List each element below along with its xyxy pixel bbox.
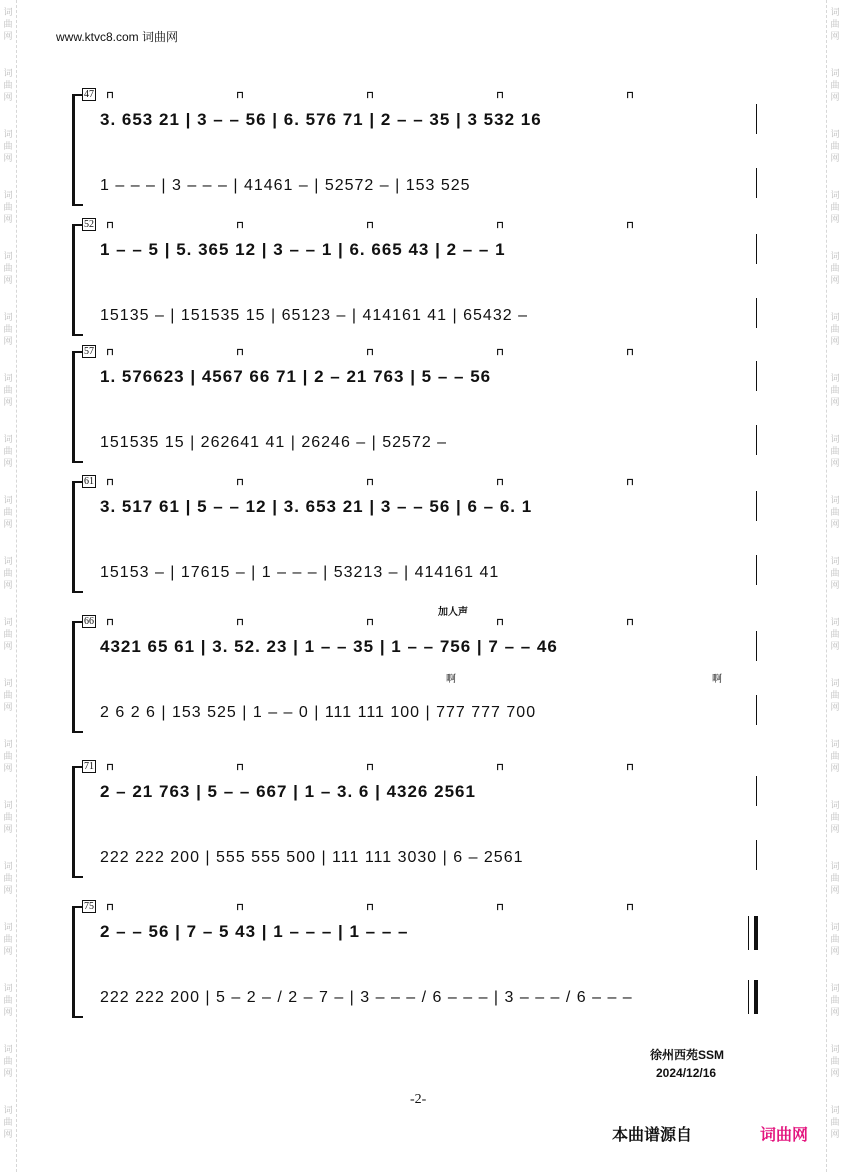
watermark-char: 词 <box>3 801 13 811</box>
watermark-char: 词 <box>830 862 840 872</box>
watermark-char: 网 <box>3 459 13 469</box>
watermark-char: 曲 <box>3 630 13 640</box>
bow-mark: ⊓ <box>626 220 634 231</box>
lower-notation: 222 222 200 | 555 555 500 | 111 111 3030 | 6 – 2561 <box>100 849 524 866</box>
measure-number: 71 <box>84 761 94 772</box>
watermark-char: 词 <box>3 862 13 872</box>
bow-mark: ⊓ <box>106 617 114 628</box>
barline <box>756 631 757 661</box>
watermark-char: 曲 <box>3 142 13 152</box>
watermark-char: 网 <box>830 337 840 347</box>
measure-number: 61 <box>84 476 94 487</box>
watermark-char: 曲 <box>830 1118 840 1128</box>
ah-label-1: 啊 <box>446 674 456 685</box>
vocal-label: 加人声 <box>438 607 468 618</box>
bow-mark: ⊓ <box>496 90 504 101</box>
barline <box>756 298 757 328</box>
watermark-char: 曲 <box>830 20 840 30</box>
watermark-char: 曲 <box>3 386 13 396</box>
bow-mark: ⊓ <box>626 617 634 628</box>
bow-mark: ⊓ <box>496 477 504 488</box>
watermark-char: 词 <box>3 435 13 445</box>
watermark-char: 曲 <box>3 996 13 1006</box>
watermark-char: 词 <box>3 69 13 79</box>
bow-mark: ⊓ <box>236 90 244 101</box>
bow-mark: ⊓ <box>496 617 504 628</box>
watermark-char: 曲 <box>3 569 13 579</box>
barline <box>756 491 757 521</box>
bow-mark: ⊓ <box>106 762 114 773</box>
system-brace <box>72 621 83 733</box>
lower-notation: 1 – – – | 3 – – – | 41461 – | 52572 – | 153 525 <box>100 177 471 194</box>
watermark-char: 词 <box>3 1045 13 1055</box>
watermark-char: 词 <box>830 923 840 933</box>
watermark-char: 词 <box>3 618 13 628</box>
lower-part <box>96 975 762 1013</box>
upper-notation: 3. 653 21 | 3 – – 56 | 6. 576 71 | 2 – – 35 | 3 532 16 <box>100 110 542 129</box>
lower-part <box>96 293 762 331</box>
watermark-char: 曲 <box>830 142 840 152</box>
watermark-char: 网 <box>830 154 840 164</box>
watermark-char: 网 <box>3 764 13 774</box>
watermark-char: 词 <box>830 1106 840 1116</box>
watermark-char: 网 <box>3 825 13 835</box>
music-system <box>72 88 762 238</box>
watermark-char: 网 <box>3 947 13 957</box>
watermark-char: 词 <box>3 252 13 262</box>
bow-mark: ⊓ <box>106 347 114 358</box>
watermark-char: 词 <box>3 374 13 384</box>
source-site: 词曲网 <box>760 1127 809 1144</box>
bow-mark: ⊓ <box>236 347 244 358</box>
bow-mark: ⊓ <box>236 617 244 628</box>
upper-part <box>96 485 762 523</box>
watermark-char: 词 <box>830 313 840 323</box>
watermark-char: 词 <box>830 435 840 445</box>
watermark-char: 网 <box>830 642 840 652</box>
upper-notation: 2 – 21 763 | 5 – – 667 | 1 – 3. 6 | 4326 2561 <box>100 782 476 801</box>
upper-notation: 1. 576623 | 4567 66 71 | 2 – 21 763 | 5 – – 56 <box>100 367 492 386</box>
watermark-char: 词 <box>3 984 13 994</box>
watermark-char: 网 <box>830 276 840 286</box>
watermark-char: 网 <box>830 32 840 42</box>
watermark-char: 曲 <box>3 203 13 213</box>
upper-part <box>96 228 762 266</box>
right-watermark-strip <box>826 0 843 1172</box>
watermark-char: 曲 <box>3 508 13 518</box>
music-system <box>72 760 762 910</box>
lower-part <box>96 420 762 458</box>
watermark-char: 网 <box>3 93 13 103</box>
watermark-char: 词 <box>830 557 840 567</box>
watermark-char: 网 <box>3 642 13 652</box>
upper-part <box>96 770 762 808</box>
watermark-char: 网 <box>3 276 13 286</box>
watermark-char: 曲 <box>830 752 840 762</box>
watermark-char: 词 <box>830 252 840 262</box>
barline <box>756 840 757 870</box>
watermark-char: 曲 <box>3 1057 13 1067</box>
measure-number: 52 <box>84 219 94 230</box>
source-label: 本曲谱源自 <box>612 1127 693 1144</box>
system-brace <box>72 224 83 336</box>
watermark-char: 网 <box>3 520 13 530</box>
watermark-char: 词 <box>3 923 13 933</box>
watermark-char: 词 <box>3 740 13 750</box>
watermark-char: 网 <box>830 459 840 469</box>
watermark-char: 曲 <box>830 325 840 335</box>
watermark-char: 曲 <box>3 264 13 274</box>
barline <box>756 555 757 585</box>
watermark-char: 词 <box>3 1106 13 1116</box>
watermark-char: 网 <box>830 825 840 835</box>
barline <box>756 234 757 264</box>
watermark-char: 网 <box>3 886 13 896</box>
music-system <box>72 615 762 765</box>
bow-mark: ⊓ <box>106 90 114 101</box>
bow-mark: ⊓ <box>366 617 374 628</box>
bow-mark: ⊓ <box>366 220 374 231</box>
measure-number: 75 <box>84 901 94 912</box>
watermark-char: 曲 <box>830 874 840 884</box>
site-url: www.ktvc8.com 词曲网 <box>56 30 179 44</box>
upper-part <box>96 98 762 136</box>
system-brace <box>72 94 83 206</box>
barline <box>756 104 757 134</box>
lower-part <box>96 550 762 588</box>
bow-mark: ⊓ <box>236 902 244 913</box>
watermark-char: 词 <box>3 679 13 689</box>
bow-mark: ⊓ <box>366 902 374 913</box>
watermark-char: 网 <box>830 1008 840 1018</box>
final-barline-thin <box>748 980 749 1014</box>
lower-part <box>96 163 762 201</box>
upper-notation: 4321 65 61 | 3. 52. 23 | 1 – – 35 | 1 – – 756 | 7 – – 46 <box>100 637 558 656</box>
ah-label-2: 啊 <box>712 674 722 685</box>
watermark-char: 网 <box>830 764 840 774</box>
bow-mark: ⊓ <box>626 477 634 488</box>
watermark-char: 网 <box>830 947 840 957</box>
lower-notation: 15135 – | 151535 15 | 65123 – | 414161 41 | 65432 – <box>100 307 528 324</box>
bow-mark: ⊓ <box>626 902 634 913</box>
watermark-char: 网 <box>3 337 13 347</box>
bow-mark: ⊓ <box>626 347 634 358</box>
music-system <box>72 900 762 1050</box>
watermark-char: 网 <box>830 398 840 408</box>
watermark-char: 曲 <box>830 386 840 396</box>
watermark-char: 词 <box>830 984 840 994</box>
watermark-char: 曲 <box>3 691 13 701</box>
watermark-char: 词 <box>830 130 840 140</box>
measure-number: 57 <box>84 346 94 357</box>
lower-part <box>96 835 762 873</box>
final-barline <box>754 980 758 1014</box>
lower-part <box>96 690 762 728</box>
watermark-char: 词 <box>3 130 13 140</box>
watermark-char: 词 <box>830 1045 840 1055</box>
watermark-char: 网 <box>3 1008 13 1018</box>
bow-mark: ⊓ <box>106 220 114 231</box>
watermark-char: 网 <box>830 703 840 713</box>
page-number: -2- <box>410 1092 427 1107</box>
barline <box>756 695 757 725</box>
watermark-char: 词 <box>830 496 840 506</box>
watermark-char: 网 <box>830 1130 840 1140</box>
watermark-char: 网 <box>3 1069 13 1079</box>
bow-mark: ⊓ <box>366 762 374 773</box>
watermark-char: 曲 <box>3 20 13 30</box>
bow-mark: ⊓ <box>496 902 504 913</box>
watermark-char: 网 <box>3 215 13 225</box>
watermark-char: 词 <box>3 191 13 201</box>
bow-mark: ⊓ <box>106 902 114 913</box>
lower-notation: 151535 15 | 262641 41 | 26246 – | 52572 – <box>100 434 448 451</box>
watermark-char: 词 <box>3 496 13 506</box>
system-brace <box>72 906 83 1018</box>
watermark-char: 曲 <box>830 1057 840 1067</box>
watermark-char: 曲 <box>3 325 13 335</box>
left-watermark-strip <box>0 0 17 1172</box>
upper-notation: 1 – – 5 | 5. 365 12 | 3 – – 1 | 6. 665 43 | 2 – – 1 <box>100 240 506 259</box>
watermark-char: 曲 <box>830 813 840 823</box>
bow-mark: ⊓ <box>366 90 374 101</box>
barline <box>756 425 757 455</box>
bow-mark: ⊓ <box>626 762 634 773</box>
watermark-char: 曲 <box>3 447 13 457</box>
watermark-char: 曲 <box>3 813 13 823</box>
system-brace <box>72 351 83 463</box>
watermark-char: 网 <box>830 1069 840 1079</box>
arrangement-date: 2024/12/16 <box>656 1066 717 1080</box>
watermark-char: 网 <box>830 215 840 225</box>
watermark-char: 网 <box>3 1130 13 1140</box>
bow-mark: ⊓ <box>236 220 244 231</box>
bow-mark: ⊓ <box>106 477 114 488</box>
watermark-char: 网 <box>3 32 13 42</box>
barline <box>756 361 757 391</box>
watermark-char: 曲 <box>3 1118 13 1128</box>
bow-mark: ⊓ <box>366 347 374 358</box>
watermark-char: 曲 <box>830 264 840 274</box>
lower-notation: 222 222 200 | 5 – 2 – / 2 – 7 – | 3 – – – / 6 – – – | 3 – – – / 6 – – – <box>100 989 633 1006</box>
watermark-char: 词 <box>830 679 840 689</box>
arranger-credit: 徐州西苑SSM <box>650 1048 725 1062</box>
music-system <box>72 345 762 495</box>
bow-mark: ⊓ <box>236 762 244 773</box>
lower-notation: 15153 – | 17615 – | 1 – – – | 53213 – | 414161 41 <box>100 564 500 581</box>
watermark-char: 曲 <box>830 447 840 457</box>
watermark-char: 网 <box>3 581 13 591</box>
barline <box>756 168 757 198</box>
watermark-char: 网 <box>830 520 840 530</box>
watermark-char: 曲 <box>830 81 840 91</box>
watermark-char: 网 <box>3 154 13 164</box>
watermark-char: 词 <box>830 374 840 384</box>
measure-number: 66 <box>84 616 94 627</box>
watermark-char: 词 <box>830 618 840 628</box>
watermark-char: 曲 <box>3 874 13 884</box>
upper-part <box>96 910 762 948</box>
watermark-char: 词 <box>830 8 840 18</box>
watermark-char: 词 <box>3 8 13 18</box>
music-system <box>72 475 762 625</box>
upper-notation: 2 – – 56 | 7 – 5 43 | 1 – – – | 1 – – – <box>100 922 409 941</box>
watermark-char: 网 <box>830 93 840 103</box>
watermark-char: 曲 <box>830 691 840 701</box>
barline <box>756 776 757 806</box>
bow-mark: ⊓ <box>496 762 504 773</box>
bow-mark: ⊓ <box>496 220 504 231</box>
watermark-char: 网 <box>830 581 840 591</box>
watermark-char: 曲 <box>830 569 840 579</box>
watermark-char: 词 <box>830 801 840 811</box>
upper-part <box>96 355 762 393</box>
watermark-char: 曲 <box>830 508 840 518</box>
bow-mark: ⊓ <box>236 477 244 488</box>
upper-part <box>96 625 762 663</box>
final-barline-thin <box>748 916 749 950</box>
bow-mark: ⊓ <box>626 90 634 101</box>
watermark-char: 词 <box>3 313 13 323</box>
watermark-char: 网 <box>830 886 840 896</box>
final-barline <box>754 916 758 950</box>
watermark-char: 网 <box>3 398 13 408</box>
measure-number: 47 <box>84 89 94 100</box>
watermark-char: 词 <box>830 191 840 201</box>
system-brace <box>72 766 83 878</box>
bow-mark: ⊓ <box>496 347 504 358</box>
watermark-char: 网 <box>3 703 13 713</box>
watermark-char: 曲 <box>830 630 840 640</box>
lower-notation: 2 6 2 6 | 153 525 | 1 – – 0 | 111 111 100 | 777 777 700 <box>100 704 537 721</box>
watermark-char: 曲 <box>3 935 13 945</box>
bow-mark: ⊓ <box>366 477 374 488</box>
watermark-char: 词 <box>3 557 13 567</box>
watermark-char: 曲 <box>3 81 13 91</box>
system-brace <box>72 481 83 593</box>
upper-notation: 3. 517 61 | 5 – – 12 | 3. 653 21 | 3 – – 56 | 6 – 6. 1 <box>100 497 533 516</box>
watermark-char: 曲 <box>830 935 840 945</box>
watermark-char: 曲 <box>830 996 840 1006</box>
watermark-char: 曲 <box>830 203 840 213</box>
watermark-char: 词 <box>830 69 840 79</box>
watermark-char: 词 <box>830 740 840 750</box>
watermark-char: 曲 <box>3 752 13 762</box>
